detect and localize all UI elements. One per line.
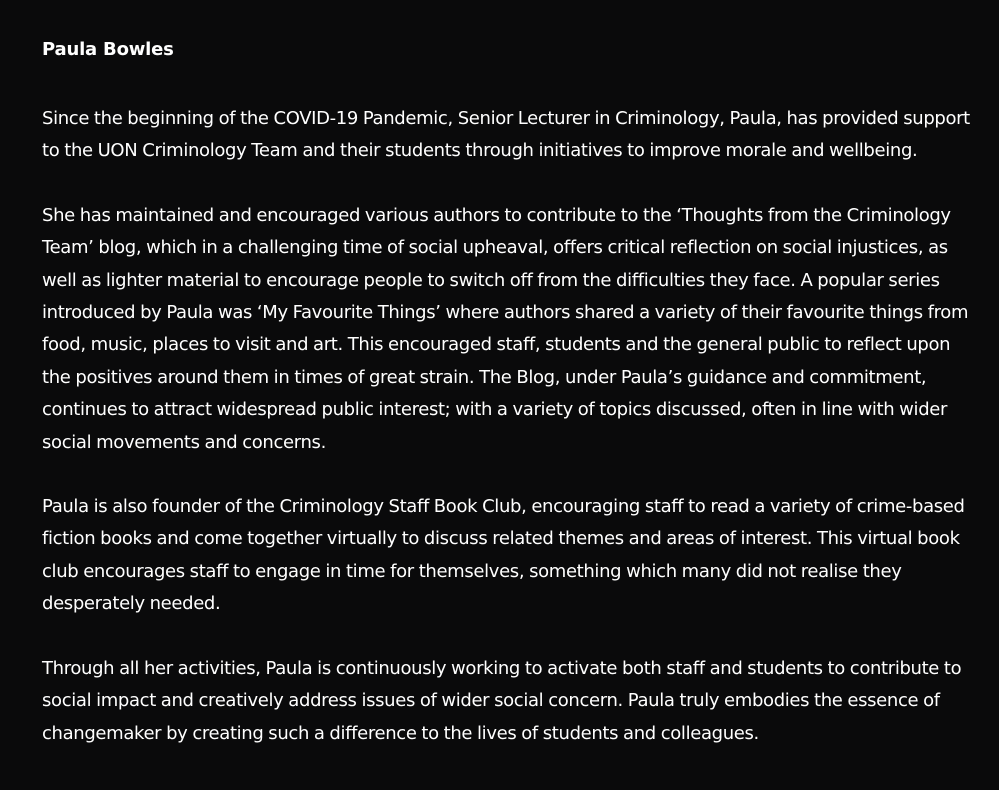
paragraph-book-club: Paula is also founder of the Criminology Staff Book Club, encouraging staff to read a variety of crime-based fiction books and come together virtually to discuss related themes and areas of interest. This virtual book club encourages staff to engage in time for themselves, something which many did not realise they desperately needed. [42, 496, 965, 615]
paragraph-changemaker: Through all her activities, Paula is continuously working to activate both staff and students to contribute to social impact and creatively address issues of wider social concern. Paula truly embodies the essence of changemaker by creating such a difference to the lives of students and colleagues. [42, 657, 962, 744]
paragraph-blog: She has maintained and encouraged various authors to contribute to the ‘Thoughts from the Criminology Team’ blog, which in a challenging time of social upheaval, offers critical reflection on social injustices, as well as lighter material to encourage people to switch off from the difficulties they face. A popular series introduced by Paula was ‘My Favourite Things’ where authors shared a variety of their favourite things from food, music, places to visit and art. This encouraged staff, students and the general public to reflect upon the positives around them in times of great strain. The Blog, under Paula’s guidance and commitment, continues to attract widespread public interest; with a variety of topics discussed, often in line with wider social movements and concerns. [42, 204, 969, 453]
person-name-heading: Paula Bowles [42, 39, 174, 60]
paragraph-covid-support: Since the beginning of the COVID-19 Pandemic, Senior Lecturer in Criminology, Paula, has provided support to the UON Criminology Team and their students through initiatives to improve morale and wellbeing. [42, 108, 970, 162]
